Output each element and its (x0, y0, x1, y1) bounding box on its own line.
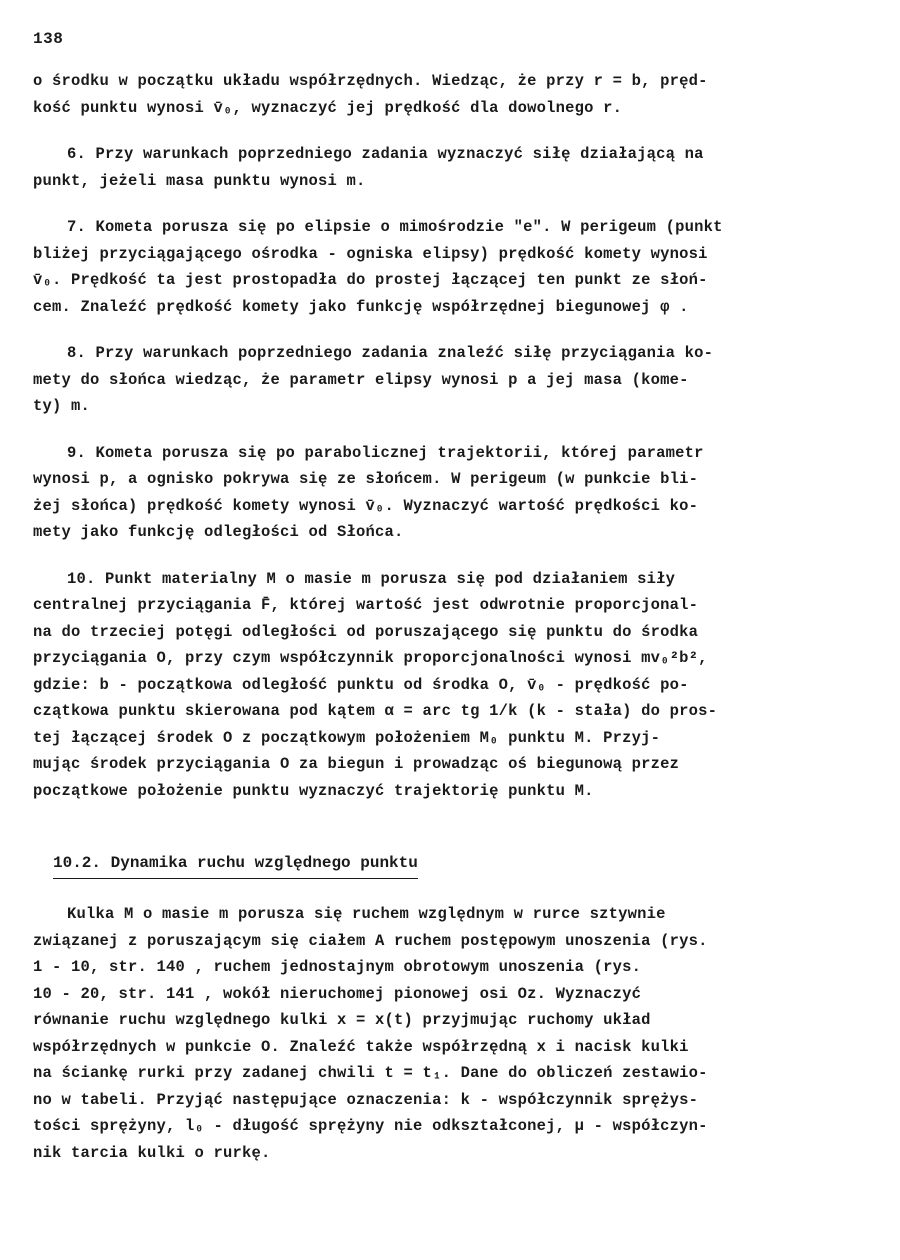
text-line: cem. Znaleźć prędkość komety jako funkcję współrzędnej biegunowej φ . (33, 297, 689, 316)
text-line: mety jako funkcję odległości od Słońca. (33, 523, 404, 541)
text-line: 8. Przy warunkach poprzedniego zadania znaleźć siłę przyciągania ko- (67, 344, 714, 362)
text-line: przyciągania O, przy czym współczynnik proporcjonalności wynosi mv₀²b², (33, 649, 708, 667)
paragraph-section-body (33, 901, 875, 1166)
page-number: 138 (33, 30, 64, 48)
text-line: nik tarcia kulki o rurkę. (33, 1143, 271, 1162)
text-line: punkt, jeżeli masa punktu wynosi m. (33, 171, 366, 190)
text-line: początkowe położenie punktu wyznaczyć trajektorię punktu M. (33, 781, 594, 800)
text-line: no w tabeli. Przyjąć następujące oznaczenia: k - współczynnik sprężys- (33, 1090, 699, 1109)
text-line: związanej z poruszającym się ciałem A ruchem postępowym unoszenia (rys. (33, 931, 708, 950)
text-line: na do trzeciej potęgi odległości od poruszającego się punktu do środka (33, 622, 699, 641)
paragraph-task-7 (33, 214, 875, 320)
paragraph-intro (33, 68, 875, 121)
text-line: bliżej przyciągającego ośrodka - ogniska elipsy) prędkość komety wynosi (33, 244, 708, 263)
text-line: wynosi p, a ognisko pokrywa się ze słońcem. W perigeum (w punkcie bli- (33, 470, 699, 488)
paragraph-task-6 (33, 141, 875, 194)
text-line: ty) m. (33, 397, 91, 415)
text-line: współrzędnych w punkcie O. Znaleźć także współrzędną x i nacisk kulki (33, 1037, 689, 1056)
text-line: 1 - 10, str. 140 , ruchem jednostajnym obrotowym unoszenia (rys. (33, 958, 642, 976)
text-line: o środku w początku układu współrzędnych. Wiedząc, że przy r = b, pręd- (33, 72, 708, 90)
text-line: 7. Kometa porusza się po elipsie o mimośrodzie "e". W perigeum (punkt (67, 218, 723, 236)
paragraph-task-10 (33, 566, 875, 805)
text-line: v̄₀. Prędkość ta jest prostopadła do prostej łączącej ten punkt ze słoń- (33, 271, 708, 289)
text-line: Kulka M o masie m porusza się ruchem względnym w rurce sztywnie (67, 905, 666, 923)
text-line: 10 - 20, str. 141 , wokół nieruchomej pionowej osi Oz. Wyznaczyć (33, 984, 642, 1003)
text-line: 10. Punkt materialny M o masie m porusza się pod działaniem siły (67, 569, 676, 588)
text-line: równanie ruchu względnego kulki x = x(t) przyjmując ruchomy układ (33, 1011, 651, 1029)
text-line: gdzie: b - początkowa odległość punktu od środka O, v̄₀ - prędkość po- (33, 675, 689, 694)
text-line: tości sprężyny, l₀ - długość sprężyny nie odkształconej, μ - współczyn- (33, 1117, 708, 1135)
text-line: mety do słońca wiedząc, że parametr elipsy wynosi p a jej masa (kome- (33, 370, 689, 389)
text-line: centralnej przyciągania F̄, której wartość jest odwrotnie proporcjonal- (33, 596, 699, 614)
text-line: kość punktu wynosi v̄₀, wyznaczyć jej prędkość dla dowolnego r. (33, 98, 623, 117)
text-line: 6. Przy warunkach poprzedniego zadania wyznaczyć siłę działającą na (67, 145, 704, 163)
text-line: tej łączącej środek O z początkowym położeniem M₀ punktu M. Przyj- (33, 728, 661, 747)
section-heading: 10.2. Dynamika ruchu względnego punktu (53, 852, 418, 879)
text-line: żej słońca) prędkość komety wynosi v̄₀. Wyznaczyć wartość prędkości ko- (33, 496, 699, 515)
text-line: 9. Kometa porusza się po parabolicznej trajektorii, której parametr (67, 443, 704, 462)
paragraph-task-9 (33, 440, 875, 546)
text-line: mując środek przyciągania O za biegun i prowadząc oś biegunową przez (33, 755, 680, 773)
text-line: czątkowa punktu skierowana pod kątem α = arc tg 1/k (k - stała) do pros- (33, 702, 718, 720)
section-heading-wrap (33, 824, 875, 901)
page-content (33, 68, 875, 1186)
paragraph-task-8 (33, 340, 875, 420)
text-line: na ściankę rurki przy zadanej chwili t = t₁. Dane do obliczeń zestawio- (33, 1064, 708, 1082)
